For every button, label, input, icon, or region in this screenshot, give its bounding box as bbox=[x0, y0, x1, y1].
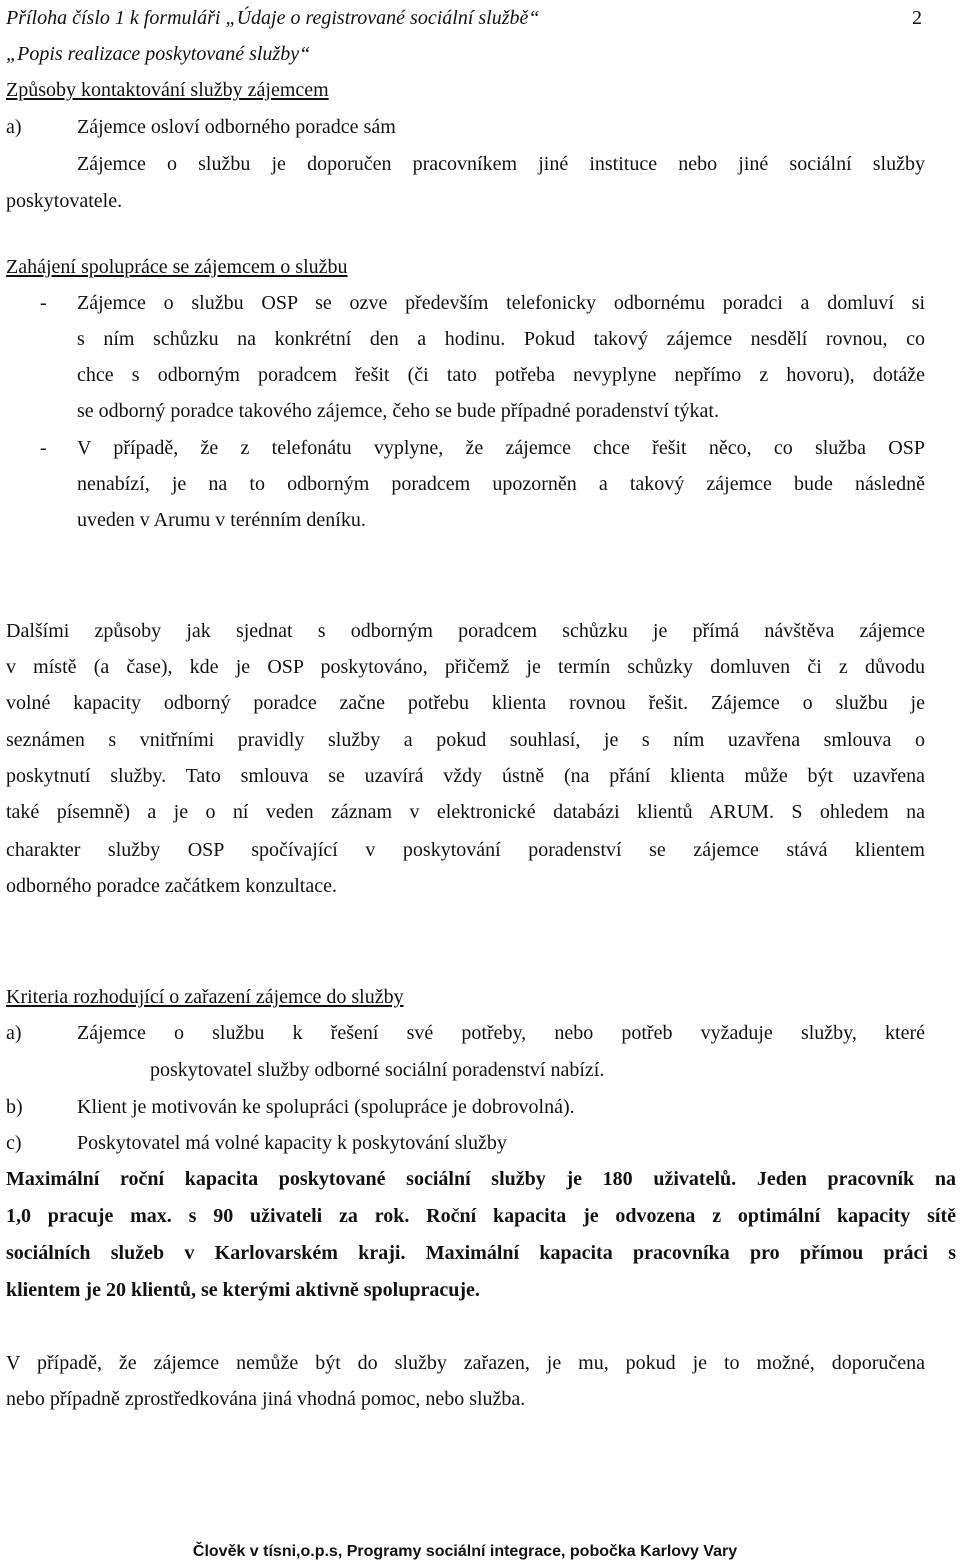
page-number: 2 bbox=[912, 7, 922, 29]
other-line: také písemně) a je o ní veden záznam v elektronické databázi klientů ARUM. S ohledem na bbox=[6, 801, 925, 823]
other-line: Dalšími způsoby jak sjednat s odborným poradcem schůzku je přímá návštěva zájemce bbox=[6, 620, 925, 642]
contact-item-2-cont: poskytovatele. bbox=[6, 190, 123, 212]
contact-marker-a: a) bbox=[6, 116, 22, 138]
other-line: odborného poradce začátkem konzultace. bbox=[6, 875, 337, 897]
other-line: poskytnutí služby. Tato smlouva se uzavírá vždy ústně (na přání klienta může být uzavřena bbox=[6, 765, 925, 787]
contact-item-2: Zájemce o službu je doporučen pracovníkem jiné instituce nebo jiné sociální služby bbox=[77, 153, 925, 175]
start-p2-line: uveden v Arumu v terénním deníku. bbox=[77, 509, 366, 531]
start-p1-line: se odborný poradce takového zájemce, čeho se bude případné poradenství týkat. bbox=[77, 400, 719, 422]
criteria-item-b: Klient je motivován ke spolupráci (spolupráce je dobrovolná). bbox=[77, 1096, 575, 1118]
criteria-heading: Kriteria rozhodující o zařazení zájemce do služby bbox=[6, 986, 404, 1008]
refusal-line: V případě, že zájemce nemůže být do služby zařazen, je mu, pokud je to možné, doporučena bbox=[6, 1352, 925, 1374]
criteria-item-a-cont: poskytovatel služby odborné sociální poradenství nabízí. bbox=[150, 1059, 605, 1081]
criteria-marker-a: a) bbox=[6, 1022, 22, 1044]
start-dash-2: - bbox=[40, 437, 47, 459]
document-title: Příloha číslo 1 k formuláři „Údaje o registrované sociální službě“ bbox=[6, 7, 540, 29]
criteria-item-a: Zájemce o službu k řešení své potřeby, nebo potřeb vyžaduje služby, které bbox=[77, 1022, 925, 1044]
document-subtitle: „Popis realizace poskytované služby“ bbox=[6, 43, 311, 65]
start-p1-line: s ním schůzku na konkrétní den a hodinu. Pokud takový zájemce nesdělí rovnou, co bbox=[77, 328, 925, 350]
criteria-item-c: Poskytovatel má volné kapacity k poskytování služby bbox=[77, 1132, 507, 1154]
capacity-line: sociálních služeb v Karlovarském kraji. Maximální kapacita pracovníka pro přímou práci s bbox=[6, 1242, 956, 1264]
start-p1-line: Zájemce o službu OSP se ozve především telefonicky odbornému poradci a domluví si bbox=[77, 292, 925, 314]
contact-heading: Způsoby kontaktování služby zájemcem bbox=[6, 79, 329, 101]
other-line: charakter služby OSP spočívající v poskytování poradenství se zájemce stává klientem bbox=[6, 839, 925, 861]
page-footer: Člověk v tísni,o.p.s, Programy sociální integrace, pobočka Karlovy Vary bbox=[192, 1543, 738, 1560]
start-heading: Zahájení spolupráce se zájemcem o službu bbox=[6, 256, 348, 278]
other-line: seznámen s vnitřními pravidly služby a pokud souhlasí, je s ním uzavřena smlouva o bbox=[6, 729, 925, 751]
capacity-line: 1,0 pracuje max. s 90 uživateli za rok. Roční kapacita je odvozena z optimální kapacity sítě bbox=[6, 1205, 956, 1227]
capacity-line: Maximální roční kapacita poskytované sociální služby je 180 uživatelů. Jeden pracovník na bbox=[6, 1168, 956, 1190]
start-dash-1: - bbox=[40, 292, 47, 314]
refusal-line: nebo případně zprostředkována jiná vhodná pomoc, nebo služba. bbox=[6, 1388, 526, 1410]
contact-item-1: Zájemce osloví odborného poradce sám bbox=[77, 116, 396, 138]
start-p1-line: chce s odborným poradcem řešit (či tato potřeba nevyplyne nepřímo z hovoru), dotáže bbox=[77, 364, 925, 386]
other-line: v místě (a čase), kde je OSP poskytováno, přičemž je termín schůzky domluven či z důvodu bbox=[6, 656, 925, 678]
start-p2-line: nenabízí, je na to odborným poradcem upozorněn a takový zájemce bude následně bbox=[77, 473, 925, 495]
capacity-line: klientem je 20 klientů, se kterými aktivně spolupracuje. bbox=[6, 1279, 480, 1301]
criteria-marker-c: c) bbox=[6, 1132, 22, 1154]
criteria-marker-b: b) bbox=[6, 1096, 23, 1118]
start-p2-line: V případě, že z telefonátu vyplyne, že zájemce chce řešit něco, co služba OSP bbox=[77, 437, 925, 459]
other-line: volné kapacity odborný poradce začne potřebu klienta rovnou řešit. Zájemce o službu je bbox=[6, 692, 925, 714]
